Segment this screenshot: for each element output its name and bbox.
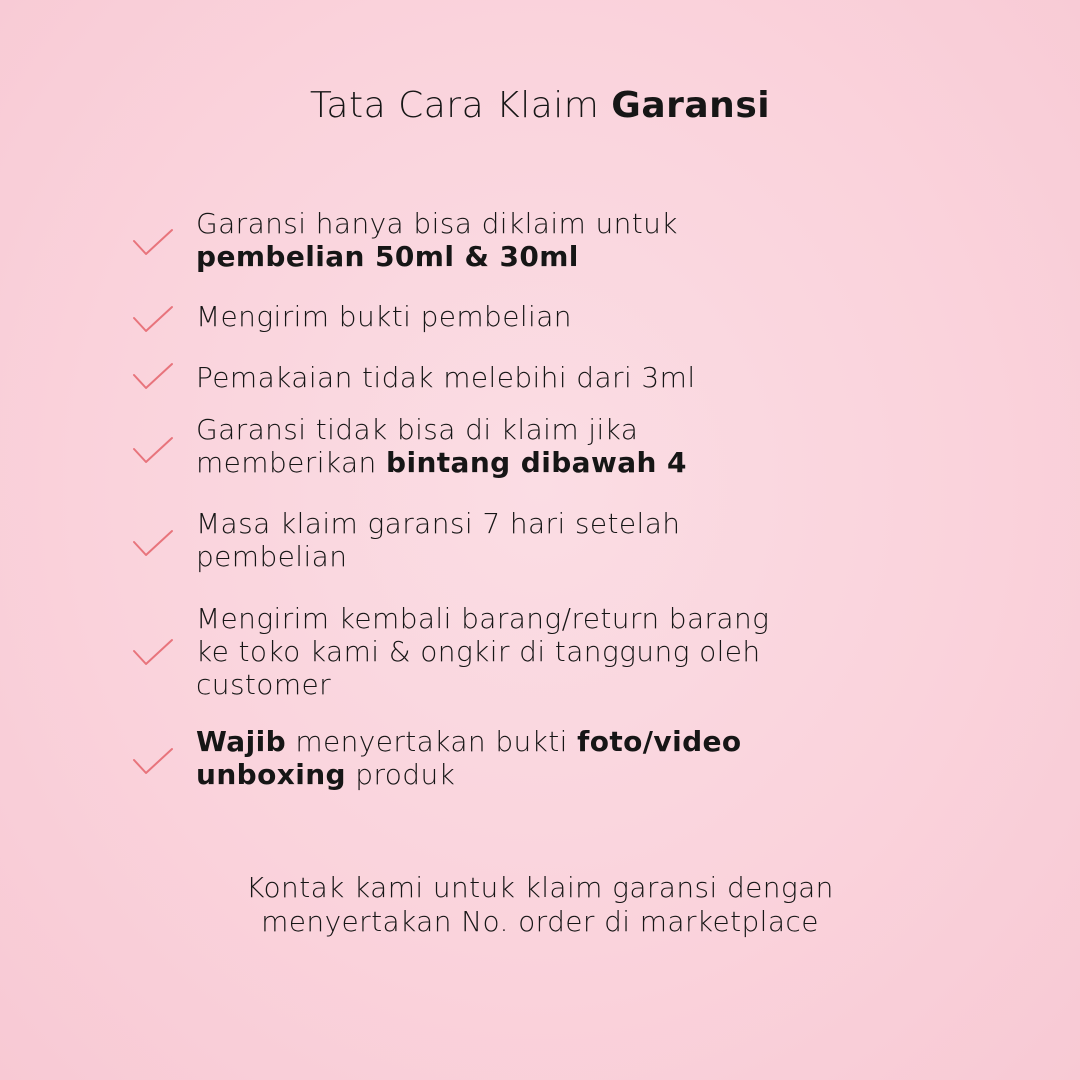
check-icon xyxy=(131,362,175,392)
list-item-line xyxy=(196,507,836,540)
list-item-line xyxy=(196,300,836,333)
plain-text: Garansi hanya bisa diklaim untuk xyxy=(196,207,678,240)
check-icon xyxy=(131,638,175,668)
plain-text: Mengirim kembali barang/return barang xyxy=(196,602,770,635)
list-item-line xyxy=(196,540,836,573)
plain-text: ke toko kami & ongkir di tanggung oleh xyxy=(196,635,761,668)
contact-note-line-2: menyertakan No. order di marketplace xyxy=(261,905,819,938)
list-item-text xyxy=(196,300,836,333)
plain-text: Garansi tidak bisa di klaim jika xyxy=(196,413,639,446)
check-icon xyxy=(131,747,175,777)
emphasis-text: foto/video xyxy=(577,725,742,758)
list-item-text xyxy=(196,361,836,394)
list-item-line xyxy=(196,361,836,394)
title-light: Tata Cara Klaim xyxy=(309,85,600,126)
emphasis-text: Wajib xyxy=(196,725,287,758)
list-item-line xyxy=(196,602,836,635)
emphasis-text: bintang dibawah 4 xyxy=(386,446,687,479)
list-item-text xyxy=(196,413,836,479)
list-item-line xyxy=(196,413,836,446)
plain-text: Pemakaian tidak melebihi dari 3ml xyxy=(196,361,696,394)
list-item-text xyxy=(196,207,836,273)
list-item-text xyxy=(196,507,836,573)
list-item-line xyxy=(196,725,836,758)
list-item-line xyxy=(196,758,836,791)
check-icon xyxy=(131,228,175,258)
plain-text: memberikan xyxy=(196,446,386,479)
contact-note-line-1: Kontak kami untuk klaim garansi dengan xyxy=(246,871,834,904)
contact-note xyxy=(0,871,1080,939)
plain-text: Masa klaim garansi 7 hari setelah xyxy=(196,507,681,540)
list-item-line xyxy=(196,668,836,701)
plain-text: pembelian xyxy=(196,540,348,573)
list-item-line xyxy=(196,240,836,273)
list-item-line xyxy=(196,446,836,479)
plain-text: customer xyxy=(196,668,332,701)
plain-text: menyertakan bukti xyxy=(286,725,578,758)
plain-text: produk xyxy=(345,758,456,791)
check-icon xyxy=(131,436,175,466)
emphasis-text: unboxing xyxy=(196,758,346,791)
emphasis-text: pembelian 50ml & 30ml xyxy=(196,240,579,273)
plain-text: Mengirim bukti pembelian xyxy=(196,300,572,333)
list-item-line xyxy=(196,635,836,668)
page-title xyxy=(0,84,1080,127)
list-item-text xyxy=(196,725,836,791)
title-bold: Garansi xyxy=(611,85,771,126)
list-item-text xyxy=(196,602,836,701)
check-icon xyxy=(131,305,175,335)
check-icon xyxy=(131,529,175,559)
list-item-line xyxy=(196,207,836,240)
